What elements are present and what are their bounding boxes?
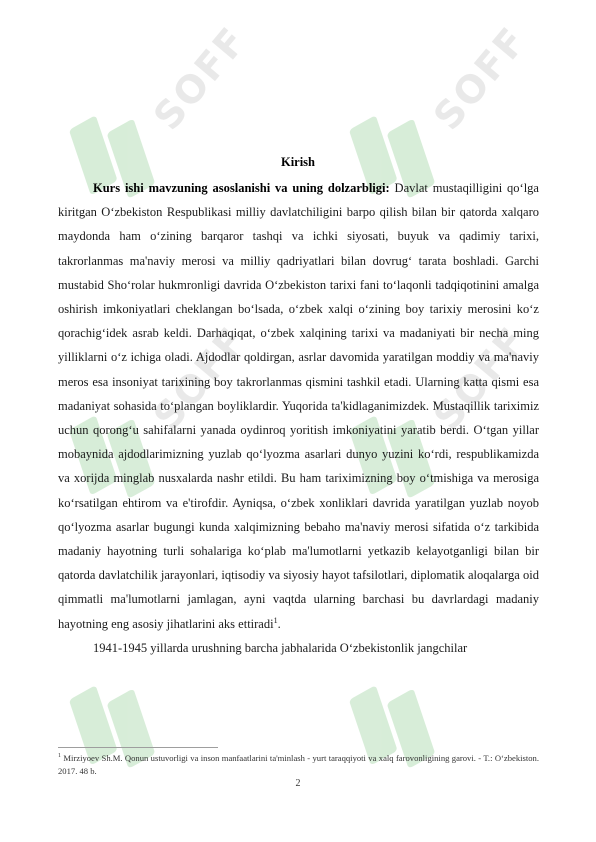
paragraph-text: Davlat mustaqilligini qo‘lga kiritgan O‘zbekiston Respublikasi milliy davlatchiligini barpo qilish bilan bir qatorda xalqaro maydonda ham o‘zining barqaror tashqi va ichki siyosati, buyuk va qadimiy tarixi, takrorlanmas ma'naviy merosi va milliy qadriyatlari bilan dovrug‘ tarata boshladi. Garchi mustabid Sho‘rolar hukmronligi davrida O‘zbekiston tarixi fani to‘laqonli tadqiqotinini amalga oshirish imkoniyatlari cheklangan bo‘lsada, o‘zbek xalqi o‘zining boy tarixiy merosini ko‘z qorachig‘idek asrab keldi. Darhaqiqat, o‘zbek xalqining tarixi va madaniyati bir necha ming yilliklarni o‘z ichiga oladi. Ajdodlar qoldirgan, asrlar davomida yaratilgan moddiy va ma'naviy meros esa insoniyat tarixining boy takrorlanmas qismini tashkil etadi. Ularning katta qismi esa madaniyat sohasida to‘plangan boyliklardir. Yuqorida ta'kidlaganimizdek. Mustaqillik tariximiz uchun qorong‘u sahifalarni yanada oydinroq yoritish imkoniyatini yaratib berdi. O‘tgan yillar mobaynida ajdodlarimizning yuzlab qo‘lyozma asarlari dunyo yuzini ko‘rdi, respublikamizda va xorijda minglab nusxalarda nashr etildi. Bu ham tariximizning boy o‘tmishiga va merosiga ko‘rsatilgan ehtirom va e'tirofdir. Ayniqsa, o‘zbek xonliklari davrida yaratilgan yuzlab noyob qo‘lyozma asarlar bugungi kunda xalqimizning bebaho ma'naviy merosi sifatida o‘z tarkibida madaniy hayotning turli sohalariga ko‘plab ma'lumotlarni yetkazib kelayotganligi bilan bir qatorda davlatchilik jarayonlari, iqtisodiy va siyosiy hayot tafsilotlari, diplomatik aloqalarga oid qimmatli ma'lumotlarni jamlagan, ayni vaqtda ularning barchasi bu davrlardagi madaniy hayotning eng asosiy jihatlarini aks ettiradi — [58, 181, 539, 631]
footnote-text: Mirziyoev Sh.M. Qonun ustuvorligi va inson manfaatlarini ta'minlash - yurt taraqqiyoti va xalq farovonligining garovi. - T.: O‘zbekiston. 2017. 48 b. — [58, 753, 539, 776]
watermark-logo — [365, 640, 525, 840]
body-text — [58, 176, 539, 660]
watermark-text: SOFF — [425, 18, 536, 139]
paragraph-lead: Kurs ishi mavzuning asoslanishi va uning dolzarbligi: — [93, 181, 390, 195]
watermark-text: SOFF — [145, 18, 256, 139]
paragraph: 1941-1945 yillarda urushning barcha jabhalarida O‘zbekistonlik jangchilar — [93, 640, 468, 655]
paragraph — [58, 176, 539, 636]
footnote-ref: 1 — [273, 615, 278, 625]
watermark-text: SOFF — [425, 318, 536, 439]
paragraph-end: . — [277, 616, 281, 631]
watermark-logo — [85, 640, 245, 840]
footnote — [58, 752, 539, 778]
watermark-text: SOFF — [145, 318, 256, 439]
footnote-divider — [58, 747, 218, 748]
section-heading: Kirish — [280, 155, 316, 169]
page-number: 2 — [295, 778, 301, 789]
footnote-number: 1 — [58, 753, 61, 760]
